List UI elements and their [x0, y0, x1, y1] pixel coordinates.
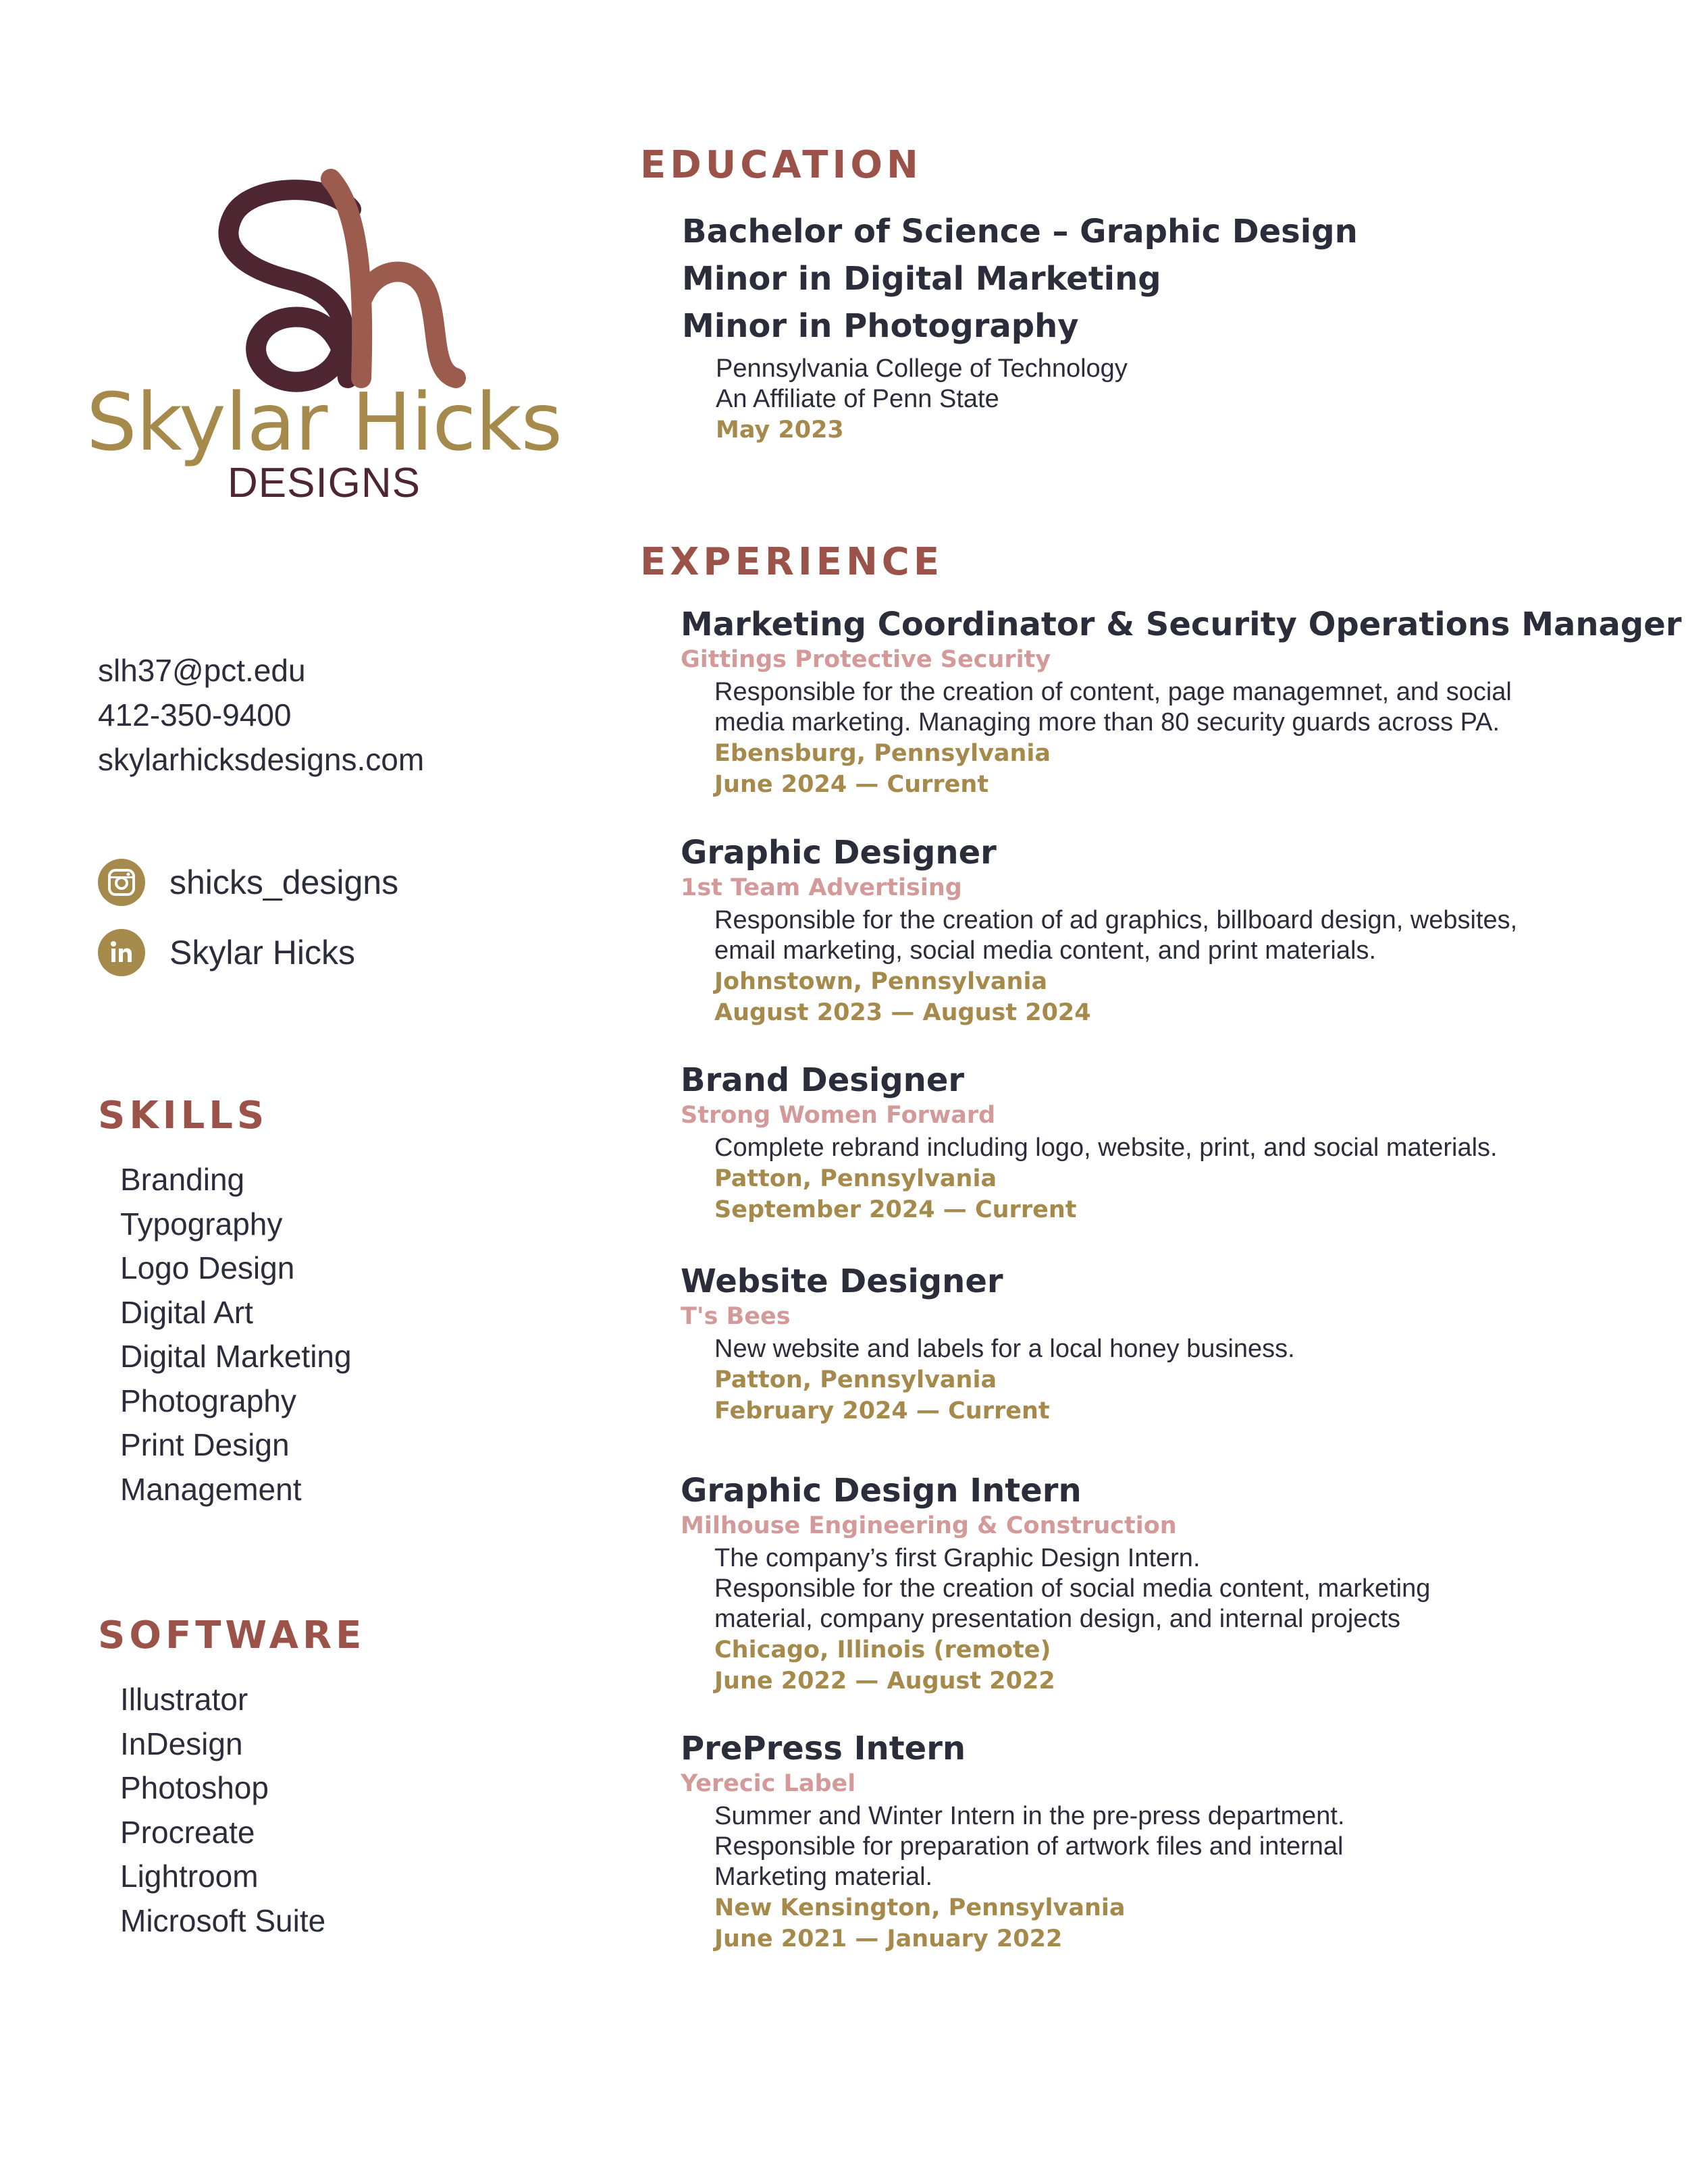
contact-phone[interactable]: 412-350-9400 [98, 697, 292, 733]
job-description: Responsible for the creation of ad graphics, billboard design, websites, [714, 906, 1518, 934]
contact-email[interactable]: slh37@pct.edu [98, 653, 306, 688]
job-description: email marketing, social media content, and print materials. [714, 936, 1377, 965]
job-entry [681, 604, 1682, 800]
job-location: New Kensington, Pennsylvania [714, 1894, 1126, 1921]
graduation-date: May 2023 [716, 417, 844, 444]
job-description: Marketing material. [714, 1863, 933, 1891]
logo-mark [196, 169, 493, 398]
job-entry [681, 832, 1653, 1028]
degree: Bachelor of Science – Graphic Design [682, 213, 1358, 250]
list-item: Photography [120, 1383, 296, 1418]
list-item: InDesign [120, 1726, 243, 1761]
job-description: Responsible for the creation of content, page managemnet, and social [714, 678, 1512, 706]
job-location: Ebensburg, Pennsylvania [714, 740, 1051, 767]
job-company: Milhouse Engineering & Construction [681, 1512, 1177, 1539]
list-item: Branding [120, 1162, 245, 1197]
list-item: Microsoft Suite [120, 1902, 326, 1938]
job-title: Graphic Design Intern [681, 1472, 1082, 1510]
job-location: Johnstown, Pennsylvania [714, 968, 1048, 995]
list-item: Lightroom [120, 1859, 259, 1894]
list-item: Procreate [120, 1814, 255, 1850]
job-entry [681, 1470, 1653, 1697]
skills-list [120, 1158, 352, 1512]
school-affiliate: An Affiliate of Penn State [716, 385, 999, 413]
instagram-handle: shicks_designs [169, 863, 399, 901]
job-company: 1st Team Advertising [681, 874, 962, 901]
job-company: Strong Women Forward [681, 1102, 996, 1129]
job-description: Responsible for preparation of artwork files and internal [714, 1832, 1344, 1861]
contact-website[interactable]: skylarhicksdesigns.com [98, 742, 425, 777]
job-title: Marketing Coordinator & Security Operations Manager [681, 606, 1682, 643]
job-description: Complete rebrand including logo, website, print, and social materials. [714, 1134, 1498, 1162]
social-links [98, 857, 571, 998]
list-item: Digital Art [120, 1294, 253, 1330]
job-description: Summer and Winter Intern in the pre-press department. [714, 1802, 1345, 1830]
education-block [682, 208, 1627, 446]
instagram-icon [98, 859, 145, 906]
job-description: Responsible for the creation of social media content, marketing [714, 1574, 1431, 1603]
job-company: Yerecic Label [681, 1770, 856, 1797]
job-description: The company’s first Graphic Design Intern. [714, 1544, 1201, 1572]
job-entry [681, 1060, 1653, 1225]
job-dates: August 2023 — August 2024 [714, 999, 1091, 1026]
list-item: Print Design [120, 1427, 290, 1462]
job-description: New website and labels for a local honey business. [714, 1335, 1295, 1363]
list-item: Photoshop [120, 1770, 269, 1805]
logo-name: Skylar Hicks [86, 375, 562, 469]
minor: Minor in Photography [682, 307, 1079, 345]
list-item: Illustrator [120, 1682, 248, 1717]
job-dates: June 2021 — January 2022 [714, 1925, 1063, 1952]
job-location: Patton, Pennsylvania [714, 1165, 997, 1192]
education-heading: EDUCATION [640, 143, 922, 187]
logo-subtitle: DESIGNS [227, 460, 421, 506]
instagram-link[interactable] [98, 857, 571, 907]
skills-heading: SKILLS [98, 1094, 269, 1138]
linkedin-icon [98, 929, 145, 976]
job-dates: September 2024 — Current [714, 1196, 1077, 1223]
job-entry [681, 1728, 1653, 1954]
job-dates: February 2024 — Current [714, 1397, 1050, 1424]
job-entry [681, 1261, 1653, 1427]
job-description: media marketing. Managing more than 80 security guards across PA. [714, 708, 1500, 737]
linkedin-name: Skylar Hicks [169, 934, 356, 971]
job-company: Gittings Protective Security [681, 646, 1051, 673]
job-dates: June 2022 — August 2022 [714, 1668, 1055, 1695]
linkedin-link[interactable] [98, 928, 571, 978]
software-list [120, 1678, 325, 1943]
job-title: PrePress Intern [681, 1730, 966, 1767]
software-heading: SOFTWARE [98, 1614, 366, 1657]
job-location: Chicago, Illinois (remote) [714, 1636, 1051, 1663]
list-item: Management [120, 1471, 302, 1507]
list-item: Digital Marketing [120, 1339, 352, 1374]
job-location: Patton, Pennsylvania [714, 1366, 997, 1393]
list-item: Typography [120, 1206, 283, 1242]
job-title: Website Designer [681, 1262, 1003, 1300]
job-dates: June 2024 — Current [714, 771, 989, 798]
job-company: T's Bees [681, 1303, 791, 1330]
school-name: Pennsylvania College of Technology [716, 354, 1128, 383]
job-description: material, company presentation design, and internal projects [714, 1605, 1401, 1633]
list-item: Logo Design [120, 1250, 295, 1285]
contact-info [98, 648, 571, 782]
job-title: Graphic Designer [681, 834, 997, 872]
minor: Minor in Digital Marketing [682, 260, 1161, 298]
experience-heading: EXPERIENCE [640, 540, 944, 584]
job-title: Brand Designer [681, 1061, 965, 1099]
